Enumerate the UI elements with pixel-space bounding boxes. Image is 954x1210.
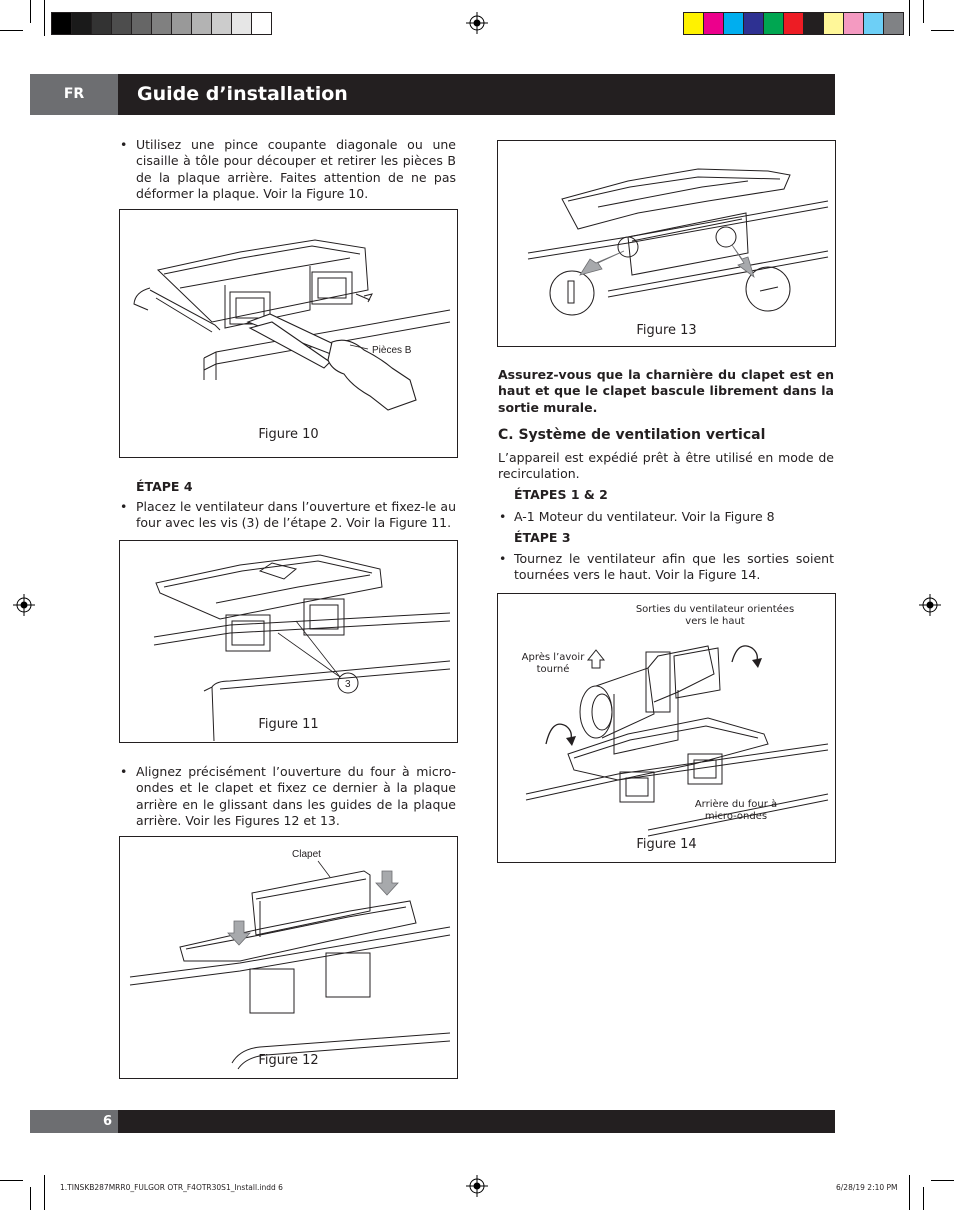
color-swatch [92,13,111,34]
color-swatch [212,13,231,34]
figure-11-caption: Figure 11 [258,717,319,732]
color-swatch [844,13,863,34]
color-swatch [764,13,783,34]
color-swatch [72,13,91,34]
figure-13-drawing [498,141,835,346]
color-swatch [52,13,71,34]
color-swatch [172,13,191,34]
bullet: • [120,764,128,779]
slug-filename: 1.TINSKB287MRR0_FULGOR OTR_F4OTR30S1_Install.indd 6 [60,1183,283,1192]
figure-12 [119,836,458,1079]
bullet: • [120,499,128,514]
label-fan-outlets-up: Sorties du ventilateur orientées vers le haut [635,604,795,627]
crop-mark [30,1187,31,1210]
figure-11 [119,540,458,743]
intro-recirculation: L’appareil est expédié prêt à être utilisé en mode de recirculation. [498,450,834,482]
slug-date: 6/28/19 2:10 PM [836,1183,898,1192]
bullet: • [499,551,507,566]
crop-mark [30,0,31,23]
bullet-cut-pieces: Utilisez une pince coupante diagonale ou une cisaille à tôle pour découper et retirer les pièces B de la plaque arrière. Faites attention de ne pas déformer la plaque. Voir la Figure 10. [136,137,456,202]
label-screws: 3 [345,679,351,690]
color-swatch [824,13,843,34]
color-swatch [112,13,131,34]
crop-mark [44,1175,45,1210]
figure-11-drawing [120,541,457,742]
color-swatch [804,13,823,34]
figure-14-caption: Figure 14 [636,837,697,852]
figure-10 [119,209,458,458]
step-4-heading: ÉTAPE 4 [136,479,193,494]
figure-14 [497,593,836,863]
color-swatch [884,13,903,34]
figure-12-caption: Figure 12 [258,1053,319,1068]
language-tab: FR [30,74,118,115]
label-after-rotation: Après l’avoir tourné [521,652,585,675]
crop-mark [44,0,45,36]
color-swatch [132,13,151,34]
figure-14-drawing [498,594,835,862]
bullet-place-fan: Placez le ventilateur dans l’ouverture et fixez-le au four avec les vis (3) de l’étape 2. Voir la Figure 11. [136,499,456,531]
crop-mark [0,30,23,31]
color-swatch [724,13,743,34]
crop-mark [923,1187,924,1210]
color-swatch [232,13,251,34]
page-number: 6 [30,1110,118,1133]
crop-mark [909,0,910,36]
color-swatch [864,13,883,34]
crop-mark [909,1175,910,1210]
color-swatch [192,13,211,34]
bullet: • [499,509,507,524]
figure-13 [497,140,836,347]
bullet: • [120,137,128,152]
registration-target-icon [466,1175,488,1197]
label-oven-back: Arrière du four à micro-ondes [694,799,778,822]
section-title: C. Système de ventilation vertical [498,427,766,443]
page-title: Guide d’installation [137,83,348,105]
color-swatch [744,13,763,34]
footer-bar [30,1110,835,1133]
bullet-rotate-fan: Tournez le ventilateur afin que les sorties soient tournées vers le haut. Voir la Figure 14. [514,551,834,583]
figure-12-drawing [120,837,457,1078]
label-pieces-b: Pièces B [372,345,412,356]
steps-1-2-heading: ÉTAPES 1 & 2 [514,487,608,502]
crop-mark [923,0,924,23]
registration-target-icon [13,594,35,616]
color-swatch [784,13,803,34]
color-swatch [684,13,703,34]
color-swatch [152,13,171,34]
label-damper: Clapet [292,849,321,860]
color-swatch [704,13,723,34]
bullet-a1-motor: A-1 Moteur du ventilateur. Voir la Figure 8 [514,509,775,524]
figure-13-caption: Figure 13 [636,323,697,338]
bullet-align-damper: Alignez précisément l’ouverture du four à micro-ondes et le clapet et fixez ce dernier à la plaque arrière en le glissant dans les guides de la plaque arrière. Voir les Figures 12 et 13. [136,764,456,829]
color-swatch [252,13,271,34]
crop-mark [931,1180,954,1181]
crop-mark [0,1180,23,1181]
crop-mark [931,30,954,31]
note-damper-hinge: Assurez-vous que la charnière du clapet est en haut et que le clapet bascule librement dans la sortie murale. [498,367,834,415]
step-3-heading: ÉTAPE 3 [514,530,571,545]
registration-target-icon [466,12,488,34]
figure-10-drawing [120,210,457,457]
registration-target-icon [919,594,941,616]
figure-10-caption: Figure 10 [258,427,319,442]
